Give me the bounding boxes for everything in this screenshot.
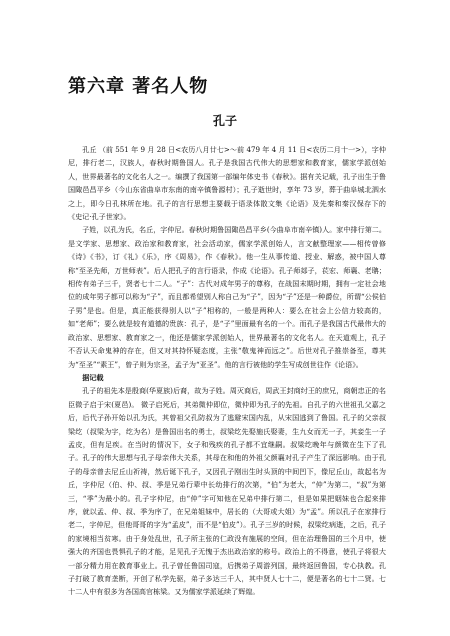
subheading: 据记载 bbox=[82, 372, 104, 382]
paragraph: 子姓，以孔为氏，名丘，字仲尼。春秋时期鲁国陬邑昌平乡(今曲阜市南辛镇)人。家中排行第二。是文学家、思想家、政治家和教育家，社会活动家，儒家学派创始人，言文献整理家——相传曾修《诗》《书》，订《礼》《乐》，序《周易》，作《春秋》。他一生从事传道、授业、解惑，被中国人尊称“至圣先师，万世师表”。后人把孔子的言行语录，作成《论语》。孔子师郯子，苌宏、师襄、老聃；相传有弟子三千，贤者七十二人。“子”：古代对成年男子的尊称，在战国末期时期，拥有一定社会地位的成年男子都可以称为“子”，而且都希望别人称自己为“子”，因为“子”还是一种爵位，所谓“公侯伯子男”是也。但是，真正能获得别人以“子”相称的，一般是两种人：要么在社会上公信力较高的，如“老师”；要么就是较有道德的贵族：孔子，是“子”里面最有名的一个。而孔子是我国古代最伟大的政治家、思想家、教育家之一，他还是儒家学派创始人，世界最著名的文化名人。在天道观上，孔子不否认天命鬼神的存在，但又对其持怀疑态度，主张“敬鬼神而远之”。后世对孔子推崇备至，尊其为“至圣”“素王”，曾子则为宗圣，孟子为“亚圣”。他的言行被他的学生写成创世往作《论语》。 bbox=[68, 225, 386, 369]
section-title: 孔子 bbox=[212, 114, 237, 128]
paragraph: 孔丘 （前 551 年 9 月 28 日<农历八月廿七>～前 479 年 4 月 11 日<农历二月十一>），字仲尼，排行老二，汉族人，春秋时期鲁国人。孔子是我国古代伟大的思想家和教育家，儒家学派创始人，世界最著名的文化名人之一。编撰了我国第一部编年体史书《春秋》。据有关记载，孔子出生于鲁国陬邑昌平乡（今山东省曲阜市东南的南辛镇鲁源村）；孔子逝世时，享年 73 岁，葬于曲阜城北泗水之上，即今日孔林所在地。孔子的言行思想主要载于语录体散文集《论语》及先秦和秦汉保存下的《史记·孔子世家》。 bbox=[68, 145, 386, 222]
paragraph: 孔子的祖先本是殷商(华夏族)后裔，故为子姓。周灭商后，周武王封商纣王的庶兄，商朝忠正的名臣微子启于宋(夏邑)。 微子启死后，其弟微仲即位，微仲即为孔子的先祖。自孔子的六世祖孔父嘉之后，后代子孙开始以孔为氏，其曾祖父孔防叔为了逃避宋国内乱，从宋国逃到了鲁国。孔子的父亲叔梁纥（叔梁为字，纥为名）是鲁国出名的勇士，叔梁纥先娶施氏娶妻，生九女而无一子，其妾生一子孟皮，但有足疾。在当时的情况下，女子和残疾的孔子都不宜继嗣。叔梁纥晚年与颜徵在生下了孔子。孔子的伟大思想与孔子母亲伟大关系，其母在和他的外祖父颜襄对孔子产生了深远影响。由于孔子的母亲曾去尼丘山祈祷，然后诞下孔子，又因孔子刚出生时头顶的中间凹下，像尼丘山，故起名为丘，字仲尼（伯、仲、叔、季是兄弟行辈中长幼排行的次第，“伯”为老大，“仲”为第二，“叔”为第三，“季”为最小的。孔子字仲尼，由“仲”字可知他在兄弟中排行第二，但是如果把姻妹也合起来排序，就以孟、仲、叔、季为序了，在兄弟姐妹中，居长的（大哥或大姐）为“孟”。所以孔子在家排行老二，字仲尼，但他哥哥的字为“孟皮”，而不是“伯皮”）。孔子三岁的时候，叔梁纥病逝，之后，孔子的家境相当贫寒。由于身处乱世，孔子所主张的仁政没有施展的空间，但在治理鲁国的三个月中，使强大的齐国也畏惧孔子的才能，足见孔子无愧于杰出政治家的称号。政治上的不得意，使孔子将很大一部分精力用在教育事业上。孔子曾任鲁国司寇，后携弟子周游列国，最终返回鲁国，专心执教。孔子打破了教育垄断，开创了私学先驱，弟子多达三千人，其中贤人七十二，便是著名的七十二贤。七十二人中有很多为各国高官栋梁。又为儒家学派延续了辉煌。 bbox=[68, 386, 386, 597]
article-body bbox=[68, 143, 386, 599]
chapter-title: 第六章 著名人物 bbox=[68, 76, 209, 97]
